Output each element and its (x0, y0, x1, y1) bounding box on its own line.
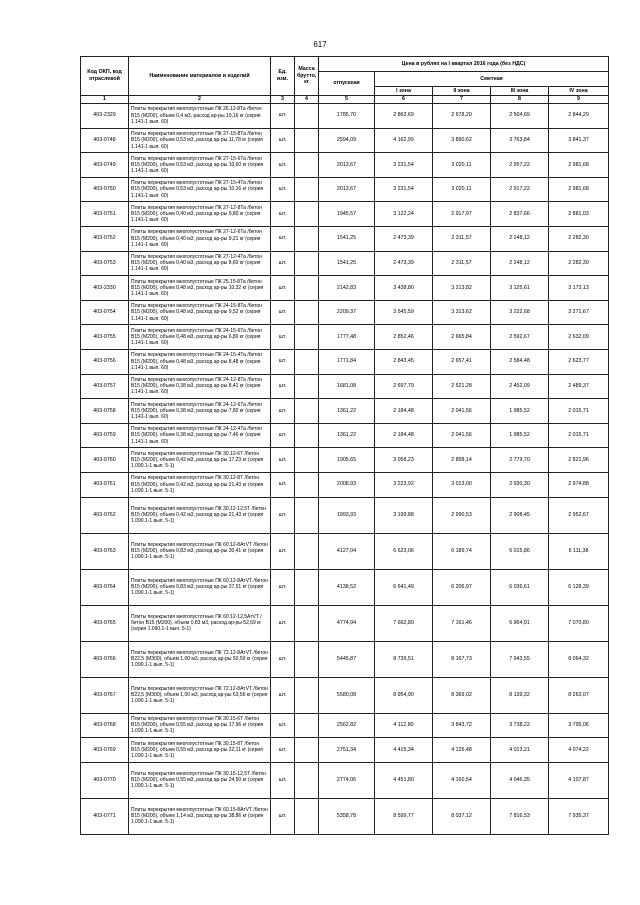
row-code: 403-0766 (81, 641, 129, 677)
row-name: Плиты перекрытия многопустотные ПК 24-12-4Та /бетон В15 (М200), объем 0,38 м3, расход ар-ры 7,46 кг (серия 1.141-1 вып. 60) (129, 423, 271, 448)
row-zone-3-price: 3 738,22 (491, 713, 549, 738)
row-zone-1-price: 2 852,46 (375, 325, 433, 350)
row-release-price: 1993,93 (319, 497, 375, 533)
row-zone-4-price: 2 282,30 (549, 251, 609, 276)
table-row (81, 325, 609, 350)
row-zone-3-price: 4 046,35 (491, 762, 549, 798)
row-zone-3-price: 2 917,22 (491, 177, 549, 202)
table-row (81, 533, 609, 569)
table-body (81, 104, 609, 835)
table-row (81, 226, 609, 251)
row-zone-2-price: 8 167,73 (433, 641, 491, 677)
column-number: 5 (319, 96, 375, 104)
row-name: Плиты перекрытия многопустотные ПК 30.12-6Т /бетон В15 (М200), объем 0,42 м3, расход ар-ры 17,23 кг (серия 1.090.1-1 вып. 5-1) (129, 448, 271, 473)
row-zone-3-price: 7 816,53 (491, 798, 549, 834)
row-name: Плиты перекрытия многопустотные ПК 27-12-4Та /бетон В15 (М200), объем 0,40 м3, расход ар-ры 8,60 кг (серия 1.141-1 вып. 60) (129, 251, 271, 276)
row-name: Плиты перекрытия многопустотные ПК 72.12-8АтVТ /бетон В22,5 (М300), объем 1,00 м3, расход ар-ры 63,56 кг (серия 1.090.1-1 вып. 5-1) (129, 677, 271, 713)
row-name: Плиты перекрытия многопустотные ПК 27-12-8Та /бетон В15 (М200), объем 0,40 м3, расход ар-ры 9,80 кг (серия 1.141-1 вып. 60) (129, 202, 271, 227)
row-unit: шт. (271, 104, 295, 129)
row-release-price: 5580,08 (319, 677, 375, 713)
row-zone-3-price: 2 248,12 (491, 226, 549, 251)
row-name: Плиты перекрытия многопустотные ПК 60.12-12,5АтVТ /бетон В15 (М200), объем 0,83 м3, расход ар-ры 52,69 кг (серия 1.090.1-1 вып. 5-1) (129, 605, 271, 641)
row-mass (295, 448, 319, 473)
header-code: Код ОКП, код отраслевой (81, 57, 129, 96)
row-release-price: 4127,04 (319, 533, 375, 569)
table-row (81, 300, 609, 325)
table-row (81, 605, 609, 641)
row-code: 403-0758 (81, 399, 129, 424)
row-release-price: 1361,22 (319, 399, 375, 424)
row-zone-2-price: 2 678,20 (433, 104, 491, 129)
table-row (81, 423, 609, 448)
row-zone-1-price: 3 231,54 (375, 177, 433, 202)
row-zone-4-price: 2 015,71 (549, 423, 609, 448)
row-zone-2-price: 3 020,11 (433, 153, 491, 178)
row-unit: шт. (271, 423, 295, 448)
row-zone-4-price: 6 128,39 (549, 569, 609, 605)
table-row (81, 472, 609, 497)
row-code: 403-2329 (81, 104, 129, 129)
row-zone-2-price: 3 013,00 (433, 472, 491, 497)
row-zone-1-price: 8 599,77 (375, 798, 433, 834)
price-table (80, 56, 609, 835)
row-unit: шт. (271, 472, 295, 497)
row-name: Плиты перекрытия многопустотные ПК 26.12-8Та /бетон В15 (М200), объем 0,4 м3, расход ар-ры 10,16 кг (серия 1.141-1 вып. 60) (129, 104, 271, 129)
row-zone-1-price: 4 451,80 (375, 762, 433, 798)
row-zone-1-price: 8 954,90 (375, 677, 433, 713)
row-name: Плиты перекрытия многопустотные ПК 24-12-6Та /бетон В15 (М200), объем 0,38 м3, расход ар-ры 7,80 кг (серия 1.141-1 вып. 60) (129, 399, 271, 424)
row-release-price: 4774,94 (319, 605, 375, 641)
row-mass (295, 300, 319, 325)
row-unit: шт. (271, 762, 295, 798)
table-header (81, 57, 609, 104)
row-zone-2-price: 2 858,14 (433, 448, 491, 473)
row-zone-4-price: 4 074,22 (549, 738, 609, 763)
row-zone-3-price: 2 592,67 (491, 325, 549, 350)
row-zone-1-price: 3 058,23 (375, 448, 433, 473)
row-unit: шт. (271, 300, 295, 325)
table-row (81, 104, 609, 129)
row-release-price: 1771,84 (319, 349, 375, 374)
row-code: 403-0749 (81, 153, 129, 178)
row-zone-4-price: 2 974,88 (549, 472, 609, 497)
row-code: 403-0762 (81, 497, 129, 533)
row-release-price: 2774,06 (319, 762, 375, 798)
column-number: 7 (433, 96, 491, 104)
row-zone-1-price: 2 697,79 (375, 374, 433, 399)
row-release-price: 1541,25 (319, 251, 375, 276)
table-row (81, 177, 609, 202)
row-zone-2-price: 2 990,53 (433, 497, 491, 533)
row-zone-2-price: 6 189,74 (433, 533, 491, 569)
row-release-price: 1361,22 (319, 423, 375, 448)
row-mass (295, 472, 319, 497)
column-number: 4 (295, 96, 319, 104)
row-mass (295, 533, 319, 569)
row-zone-4-price: 3 271,67 (549, 300, 609, 325)
row-unit: шт. (271, 202, 295, 227)
row-code: 403-0769 (81, 738, 129, 763)
row-zone-1-price: 3 231,54 (375, 153, 433, 178)
row-zone-1-price: 3 122,24 (375, 202, 433, 227)
row-mass (295, 374, 319, 399)
row-unit: шт. (271, 153, 295, 178)
row-name: Плиты перекрытия многопустотные ПК 30.12-8Т /бетон В15 (М200), объем 0,42 м3, расход ар-ры 21,43 кг (серия 1.090.1-1 вып. 5-1) (129, 472, 271, 497)
table-row (81, 251, 609, 276)
row-mass (295, 738, 319, 763)
row-zone-4-price: 2 952,67 (549, 497, 609, 533)
row-zone-1-price: 6 641,49 (375, 569, 433, 605)
row-zone-3-price: 3 222,68 (491, 300, 549, 325)
row-zone-2-price: 8 037,12 (433, 798, 491, 834)
row-name: Плиты перекрытия многопустотные ПК 24-15-4Та /бетон В15 (М200), объем 0,48 м3, расход ар-ры 8,48 кг (серия 1.141-1 вып. 60) (129, 349, 271, 374)
row-zone-3-price: 2 779,70 (491, 448, 549, 473)
row-mass (295, 798, 319, 834)
row-zone-1-price: 2 473,39 (375, 226, 433, 251)
row-unit: шт. (271, 374, 295, 399)
column-number: 3 (271, 96, 295, 104)
row-zone-3-price: 7 943,55 (491, 641, 549, 677)
row-zone-4-price: 2 489,37 (549, 374, 609, 399)
row-zone-4-price: 2 623,77 (549, 349, 609, 374)
row-code: 403-0757 (81, 374, 129, 399)
row-zone-3-price: 2 452,09 (491, 374, 549, 399)
row-zone-3-price: 6 964,91 (491, 605, 549, 641)
column-number: 9 (549, 96, 609, 104)
row-name: Плиты перекрытия многопустотные ПК 60.12-8АтVТ /бетон В15 (М200), объем 0,83 м3, расход ар-ры 37,51 кг (серия 1.090.1-1 вып. 5-1) (129, 569, 271, 605)
table-row (81, 677, 609, 713)
column-number: 2 (129, 96, 271, 104)
row-zone-2-price: 3 020,11 (433, 177, 491, 202)
table-row (81, 641, 609, 677)
row-zone-3-price: 1 985,52 (491, 423, 549, 448)
row-zone-4-price: 2 981,68 (549, 177, 609, 202)
row-zone-4-price: 3 841,37 (549, 128, 609, 153)
header-unit: Ед. изм. (271, 57, 295, 96)
row-code: 403-0765 (81, 605, 129, 641)
row-release-price: 1785,70 (319, 104, 375, 129)
row-unit: шт. (271, 349, 295, 374)
row-zone-2-price: 2 041,56 (433, 423, 491, 448)
row-unit: шт. (271, 325, 295, 350)
row-zone-3-price: 2 957,22 (491, 153, 549, 178)
row-code: 403-0771 (81, 798, 129, 834)
row-zone-3-price: 3 125,61 (491, 276, 549, 301)
row-name: Плиты перекрытия многопустотные ПК 24-12-8Та /бетон В15 (М200), объем 0,38 м3, расход ар-ры 8,41 кг (серия 1.141-1 вып. 60) (129, 374, 271, 399)
row-zone-2-price: 7 161,46 (433, 605, 491, 641)
row-zone-2-price: 2 311,57 (433, 226, 491, 251)
row-unit: шт. (271, 226, 295, 251)
table-row (81, 399, 609, 424)
row-mass (295, 762, 319, 798)
row-code: 403-0753 (81, 251, 129, 276)
row-zone-3-price: 3 763,84 (491, 128, 549, 153)
row-name: Плиты перекрытия многопустотные ПК 30.15-6Т /бетон В15 (М200), объем 0,55 м3, расход ар-ры 17,96 кг (серия 1.090.1-1 вып. 5-1) (129, 713, 271, 738)
row-zone-1-price: 2 843,45 (375, 349, 433, 374)
row-zone-4-price: 7 070,80 (549, 605, 609, 641)
row-release-price: 2751,34 (319, 738, 375, 763)
row-unit: шт. (271, 251, 295, 276)
row-zone-1-price: 3 199,88 (375, 497, 433, 533)
row-zone-4-price: 6 111,38 (549, 533, 609, 569)
row-zone-1-price: 2 184,48 (375, 423, 433, 448)
row-zone-4-price: 2 844,29 (549, 104, 609, 129)
table-row (81, 276, 609, 301)
row-mass (295, 104, 319, 129)
row-zone-1-price: 2 184,48 (375, 399, 433, 424)
row-zone-4-price: 8 263,07 (549, 677, 609, 713)
row-zone-2-price: 4 160,54 (433, 762, 491, 798)
row-release-price: 1541,25 (319, 226, 375, 251)
table-row (81, 153, 609, 178)
row-unit: шт. (271, 738, 295, 763)
row-unit: шт. (271, 713, 295, 738)
row-code: 403-0754 (81, 300, 129, 325)
row-release-price: 2562,82 (319, 713, 375, 738)
row-zone-3-price: 6 015,86 (491, 533, 549, 569)
row-code: 403-0760 (81, 448, 129, 473)
row-zone-1-price: 8 739,51 (375, 641, 433, 677)
row-zone-3-price: 2 930,30 (491, 472, 549, 497)
row-release-price: 2594,09 (319, 128, 375, 153)
row-name: Плиты перекрытия многопустотные ПК 27-12-6Та /бетон В15 (М200), объем 0,40 м3, расход ар-ры 9,21 кг (серия 1.141-1 вып. 60) (129, 226, 271, 251)
row-zone-4-price: 3 173,13 (549, 276, 609, 301)
row-unit: шт. (271, 798, 295, 834)
row-zone-1-price: 3 438,80 (375, 276, 433, 301)
row-unit: шт. (271, 399, 295, 424)
row-code: 403-0770 (81, 762, 129, 798)
column-numbers-row (81, 96, 609, 104)
row-unit: шт. (271, 569, 295, 605)
row-zone-4-price: 2 881,03 (549, 202, 609, 227)
row-zone-2-price: 8 369,02 (433, 677, 491, 713)
table-row (81, 738, 609, 763)
row-name: Плиты перекрытия многопустотные ПК 27-15-6Та /бетон В15 (М200), объем 0,53 м3, расход ар-ры 10,60 кг (серия 1.141-1 вып. 60) (129, 153, 271, 178)
row-zone-2-price: 3 313,62 (433, 300, 491, 325)
column-number: 6 (375, 96, 433, 104)
page-number: 617 (313, 40, 327, 49)
row-name: Плиты перекрытия многопустотные ПК 72.12-8АтVТ /бетон В22,5 (М300), объем 1,00 м3, расход ар-ры 50,59 кг (серия 1.090.1-1 вып. 5-1) (129, 641, 271, 677)
row-zone-2-price: 3 890,62 (433, 128, 491, 153)
row-code: 403-0764 (81, 569, 129, 605)
row-zone-3-price: 2 908,45 (491, 497, 549, 533)
row-release-price: 1945,57 (319, 202, 375, 227)
row-mass (295, 251, 319, 276)
row-name: Плиты перекрытия многопустотные ПК 27-15-8Та /бетон В15 (М200), объем 0,53 м3, расход ар-ры 11,78 кг (серия 1.141-1 вып. 60) (129, 128, 271, 153)
row-zone-3-price: 6 036,61 (491, 569, 549, 605)
row-code: 403-0756 (81, 349, 129, 374)
row-zone-2-price: 6 206,97 (433, 569, 491, 605)
row-name: Плиты перекрытия многопустотные ПК 60.12-8АтVТ /бетон В15 (М200), объем 0,83 м3, расход ар-ры 30,41 кг (серия 1.090.1-1 вып. 5-1) (129, 533, 271, 569)
row-code: 403-0768 (81, 713, 129, 738)
row-name: Плиты перекрытия многопустотные ПК 24-15-8Та /бетон В15 (М200), объем 0,48 м3, расход ар-ры 9,52 кг (серия 1.141-1 вып. 60) (129, 300, 271, 325)
row-mass (295, 325, 319, 350)
row-release-price: 2008,93 (319, 472, 375, 497)
row-release-price: 1905,65 (319, 448, 375, 473)
row-code: 403-0752 (81, 226, 129, 251)
row-mass (295, 128, 319, 153)
row-zone-3-price: 2 584,48 (491, 349, 549, 374)
header-release-price: отпускная (319, 72, 375, 96)
row-name: Плиты перекрытия многопустотные ПК 25.15-8Та /бетон В15 (М200), объем 0,48 м3, расход ар-ры 10,32 кг (серия 1.141-1 вып. 60) (129, 276, 271, 301)
row-unit: шт. (271, 677, 295, 713)
header-estimate: Сметная (375, 72, 609, 87)
row-release-price: 2142,83 (319, 276, 375, 301)
row-zone-2-price: 2 657,41 (433, 349, 491, 374)
column-number: 1 (81, 96, 129, 104)
row-zone-3-price: 2 504,69 (491, 104, 549, 129)
row-zone-1-price: 7 662,80 (375, 605, 433, 641)
row-code: 403-0751 (81, 202, 129, 227)
row-unit: шт. (271, 276, 295, 301)
row-unit: шт. (271, 605, 295, 641)
row-mass (295, 605, 319, 641)
row-zone-1-price: 4 415,34 (375, 738, 433, 763)
row-zone-4-price: 2 981,68 (549, 153, 609, 178)
row-mass (295, 226, 319, 251)
row-code: 403-0763 (81, 533, 129, 569)
row-zone-3-price: 1 985,52 (491, 399, 549, 424)
row-release-price: 2013,67 (319, 177, 375, 202)
row-zone-4-price: 2 821,96 (549, 448, 609, 473)
row-name: Плиты перекрытия многопустотные ПК 27-15-4Та /бетон В15 (М200), объем 0,53 м3, расход ар-ры 10,16 кг (серия 1.141-1 вып. 60) (129, 177, 271, 202)
row-zone-4-price: 2 015,71 (549, 399, 609, 424)
row-zone-1-price: 4 162,99 (375, 128, 433, 153)
row-name: Плиты перекрытия многопустотные ПК 24-15-6Та /бетон В15 (М200), объем 0,48 м3, расход ар-ры 6,80 кг (серия 1.141-1 вып. 60) (129, 325, 271, 350)
row-release-price: 1777,48 (319, 325, 375, 350)
row-mass (295, 497, 319, 533)
table-row (81, 349, 609, 374)
row-name: Плиты перекрытия многопустотные ПК 60.15-8АтVТ /бетон В15 (М200), объем 1,14 м3, расход ар-ры 38,86 кг (серия 1.090.1-1 вып. 5-1) (129, 798, 271, 834)
row-release-price: 2209,37 (319, 300, 375, 325)
row-mass (295, 677, 319, 713)
row-release-price: 5358,78 (319, 798, 375, 834)
row-name: Плиты перекрытия многопустотные ПК 30.15-12,5Т /бетон В15 (М200), объем 0,55 м3, расход ар-ры 24,50 кг (серия 1.090.1-1 вып. 5-1) (129, 762, 271, 798)
row-zone-1-price: 6 623,06 (375, 533, 433, 569)
table-row (81, 762, 609, 798)
row-zone-1-price: 3 545,59 (375, 300, 433, 325)
header-zone-2: II зона (433, 87, 491, 96)
row-unit: шт. (271, 497, 295, 533)
row-code: 403-0761 (81, 472, 129, 497)
row-release-price: 1681,08 (319, 374, 375, 399)
row-zone-2-price: 2 041,56 (433, 399, 491, 424)
row-code: 403-0767 (81, 677, 129, 713)
row-code: 403-2330 (81, 276, 129, 301)
table-row (81, 374, 609, 399)
row-zone-4-price: 2 632,09 (549, 325, 609, 350)
row-zone-4-price: 3 795,06 (549, 713, 609, 738)
row-mass (295, 569, 319, 605)
table-row (81, 497, 609, 533)
row-code: 403-0748 (81, 128, 129, 153)
row-mass (295, 399, 319, 424)
table-row (81, 569, 609, 605)
row-unit: шт. (271, 448, 295, 473)
row-zone-2-price: 2 521,28 (433, 374, 491, 399)
header-zone-3: III зона (491, 87, 549, 96)
row-release-price: 2013,67 (319, 153, 375, 178)
row-zone-2-price: 2 311,57 (433, 251, 491, 276)
header-name: Наименование материалов и изделий (129, 57, 271, 96)
row-release-price: 5445,87 (319, 641, 375, 677)
row-mass (295, 423, 319, 448)
row-release-price: 4138,52 (319, 569, 375, 605)
table-row (81, 448, 609, 473)
row-zone-4-price: 7 935,37 (549, 798, 609, 834)
column-number: 8 (491, 96, 549, 104)
row-zone-1-price: 2 863,69 (375, 104, 433, 129)
row-zone-3-price: 8 139,32 (491, 677, 549, 713)
row-mass (295, 153, 319, 178)
row-zone-2-price: 2 665,84 (433, 325, 491, 350)
header-zone-1: I зона (375, 87, 433, 96)
row-name: Плиты перекрытия многопустотные ПК 30.15-8Т /бетон В15 (М200), объем 0,55 м3, расход ар-ры 22,11 кг (серия 1.090.1-1 вып. 5-1) (129, 738, 271, 763)
row-zone-4-price: 8 064,32 (549, 641, 609, 677)
row-mass (295, 713, 319, 738)
row-zone-4-price: 4 107,87 (549, 762, 609, 798)
row-zone-2-price: 4 126,48 (433, 738, 491, 763)
row-mass (295, 202, 319, 227)
row-zone-1-price: 4 112,80 (375, 713, 433, 738)
row-zone-2-price: 2 917,97 (433, 202, 491, 227)
row-zone-4-price: 2 282,30 (549, 226, 609, 251)
row-mass (295, 641, 319, 677)
row-zone-3-price: 2 837,66 (491, 202, 549, 227)
row-zone-3-price: 2 248,12 (491, 251, 549, 276)
row-zone-2-price: 3 213,82 (433, 276, 491, 301)
table-row (81, 128, 609, 153)
table-row (81, 798, 609, 834)
row-mass (295, 177, 319, 202)
row-unit: шт. (271, 641, 295, 677)
row-zone-1-price: 3 223,92 (375, 472, 433, 497)
row-unit: шт. (271, 533, 295, 569)
row-code: 403-0755 (81, 325, 129, 350)
row-zone-3-price: 4 013,21 (491, 738, 549, 763)
row-mass (295, 349, 319, 374)
row-unit: шт. (271, 177, 295, 202)
row-code: 403-0759 (81, 423, 129, 448)
header-price-caption: Цена в рублях на I квартал 2016 года (без НДС) (319, 57, 609, 72)
table-row (81, 202, 609, 227)
row-code: 403-0750 (81, 177, 129, 202)
header-zone-4: IV зона (549, 87, 609, 96)
table-row (81, 713, 609, 738)
row-name: Плиты перекрытия многопустотные ПК 30.12-12,5Т /бетон В15 (М200), объем 0,42 м3, расход ар-ры 21,43 кг (серия 1.090.1-1 вып. 5-1) (129, 497, 271, 533)
row-zone-2-price: 3 843,72 (433, 713, 491, 738)
row-mass (295, 276, 319, 301)
row-zone-1-price: 2 473,39 (375, 251, 433, 276)
row-unit: шт. (271, 128, 295, 153)
header-mass: Масса брутто, кг (295, 57, 319, 96)
